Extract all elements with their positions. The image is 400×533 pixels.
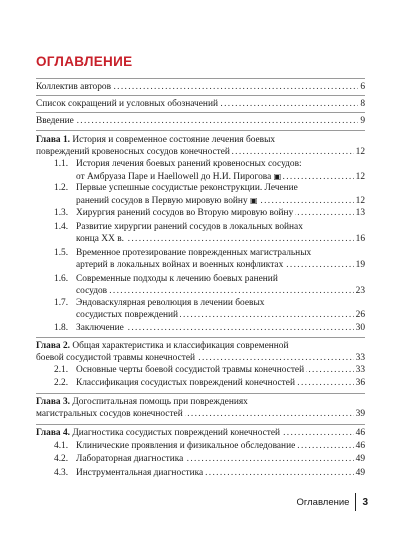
- divider: [36, 78, 365, 79]
- item-number: 1.4.: [54, 222, 69, 232]
- running-header: Оглавление: [296, 496, 350, 508]
- toc-item-1-5[interactable]: [54, 248, 365, 271]
- chapter-prefix: Глава 1.: [36, 135, 70, 145]
- toc-entry-page: 33: [355, 365, 365, 375]
- chapter-title-line1: Догоспитальная помощь при повреждениях: [72, 397, 248, 407]
- toc-entry-page: 16: [355, 233, 365, 244]
- item-number: 4.1.: [54, 441, 69, 451]
- toc-entry-page: 33: [355, 352, 365, 363]
- toc-entry-page: 12: [355, 171, 365, 182]
- toc-entry-page: 30: [355, 323, 365, 333]
- item-title-line1: Эндоваскулярная революция в лечении боевых: [76, 298, 265, 308]
- book-icon: ▣: [273, 171, 282, 181]
- item-title-line1: История лечения боевых ранений кровеносных сосудов:: [76, 159, 302, 169]
- item-number: 4.2.: [54, 454, 69, 464]
- toc-entry-page: 36: [355, 378, 365, 388]
- chapter-prefix: Глава 4.: [36, 428, 70, 438]
- toc-entry-page: 13: [355, 208, 365, 218]
- toc-entry-abbreviations[interactable]: [36, 99, 365, 111]
- item-title-line2: от Амбруаза Паре и Haellowell до Н.И. Пирогова: [76, 171, 272, 182]
- toc-item-2-1[interactable]: [54, 365, 365, 377]
- chapter-title-line2: повреждений кровеносных сосудов конечностей: [36, 146, 230, 157]
- item-number: 1.1.: [54, 159, 69, 169]
- divider: [36, 95, 365, 96]
- divider: [36, 112, 365, 113]
- item-title-line2: конца XX в.: [76, 233, 124, 244]
- page-title: ОГЛАВЛЕНИЕ: [36, 54, 133, 69]
- toc-entry-page: 49: [355, 468, 365, 478]
- item-number: 1.2.: [54, 183, 69, 193]
- chapter-title-line1: История и современное состояние лечения боевых: [72, 135, 276, 145]
- toc-entry-page: 12: [355, 195, 365, 206]
- toc-entry-page: 46: [355, 428, 365, 438]
- toc-chapter-2[interactable]: [36, 341, 365, 364]
- toc-entry-page: 6: [360, 82, 365, 92]
- item-number: 2.1.: [54, 365, 69, 375]
- item-number: 1.7.: [54, 298, 69, 308]
- chapter-title-line1: Диагностика сосудистых повреждений конечностей: [72, 428, 281, 438]
- divider: [36, 337, 365, 338]
- item-title-line2: сосудистых повреждений: [76, 309, 179, 320]
- toc-entry-page: 46: [355, 441, 365, 451]
- page-number: 3: [362, 496, 368, 508]
- toc-item-1-3[interactable]: [54, 208, 365, 220]
- item-number: 4.3.: [54, 468, 69, 478]
- toc-entry-intro[interactable]: [36, 116, 365, 128]
- item-title-line1: Развитие хирургии ранений сосудов в локальных войнах: [76, 222, 303, 232]
- toc-item-4-3[interactable]: [54, 468, 365, 480]
- chapter-title-line2: боевой сосудистой травмы конечностей: [36, 352, 196, 363]
- item-number: 1.6.: [54, 274, 69, 284]
- toc-item-4-2[interactable]: [54, 454, 365, 466]
- item-number: 1.5.: [54, 248, 69, 258]
- toc-item-1-2[interactable]: [54, 183, 365, 207]
- footer-divider: [355, 493, 356, 511]
- toc-entry-page: 12: [355, 146, 365, 157]
- item-title-line1: Заключение: [76, 323, 124, 333]
- item-number: 1.8.: [54, 323, 69, 333]
- toc-entry-label: Введение: [36, 116, 74, 126]
- item-title-line1: Инструментальная диагностика: [76, 468, 204, 478]
- toc-entry-page: 26: [355, 309, 365, 320]
- item-title-line1: Современные подходы к лечению боевых ранений: [76, 274, 278, 284]
- chapter-prefix: Глава 2.: [36, 341, 70, 351]
- toc-item-1-4[interactable]: [54, 222, 365, 245]
- toc-chapter-1[interactable]: [36, 135, 365, 158]
- toc-item-1-6[interactable]: [54, 274, 365, 297]
- toc-entry-page: 9: [360, 116, 365, 126]
- toc-chapter-4[interactable]: [36, 428, 365, 440]
- divider: [36, 393, 365, 394]
- toc-entry-label: Коллектив авторов: [36, 82, 111, 92]
- toc-item-2-2[interactable]: [54, 378, 365, 390]
- item-title-line1: Основные черты боевой сосудистой травмы конечностей: [76, 365, 305, 375]
- item-number: 2.2.: [54, 378, 69, 388]
- item-title-line1: Лабораторная диагностика: [76, 454, 184, 464]
- toc-entry-page: 39: [355, 408, 365, 419]
- book-icon: ▣: [249, 195, 258, 205]
- toc-item-1-8[interactable]: [54, 323, 365, 335]
- toc-entry-authors[interactable]: [36, 82, 365, 94]
- chapter-prefix: Глава 3.: [36, 397, 70, 407]
- item-title-line2: артерий в локальных войнах и военных конфликтах: [76, 259, 284, 270]
- item-title-line2: ранений сосудов в Первую мировую войну: [76, 195, 248, 206]
- divider: [36, 424, 365, 425]
- item-title-line2: сосудов: [76, 285, 108, 296]
- item-title-line1: Клинические проявления и физикальное обследование: [76, 441, 296, 451]
- toc-item-1-1[interactable]: [54, 159, 365, 183]
- page-footer: [296, 493, 368, 511]
- item-title-line1: Временное протезирование поврежденных магистральных: [76, 248, 312, 258]
- toc-item-4-1[interactable]: [54, 441, 365, 453]
- divider: [36, 130, 365, 131]
- toc-chapter-3[interactable]: [36, 397, 365, 420]
- toc-entry-page: 19: [355, 259, 365, 270]
- chapter-title-line1: Общая характеристика и классификация современной: [72, 341, 289, 351]
- toc-entry-label: Список сокращений и условных обозначений: [36, 99, 218, 109]
- toc-item-1-7[interactable]: [54, 298, 365, 321]
- item-title-line1: Хирургия ранений сосудов во Вторую мировую войну: [76, 208, 294, 218]
- item-title-line1: Классификация сосудистых повреждений конечностей: [76, 378, 295, 388]
- toc-entry-page: 49: [355, 454, 365, 464]
- toc-entry-page: 8: [360, 99, 365, 109]
- item-title-line1: Первые успешные сосудистые реконструкции. Лечение: [76, 183, 298, 193]
- chapter-title-line2: магистральных сосудов конечностей: [36, 408, 183, 419]
- toc-entry-page: 23: [355, 285, 365, 296]
- item-number: 1.3.: [54, 208, 69, 218]
